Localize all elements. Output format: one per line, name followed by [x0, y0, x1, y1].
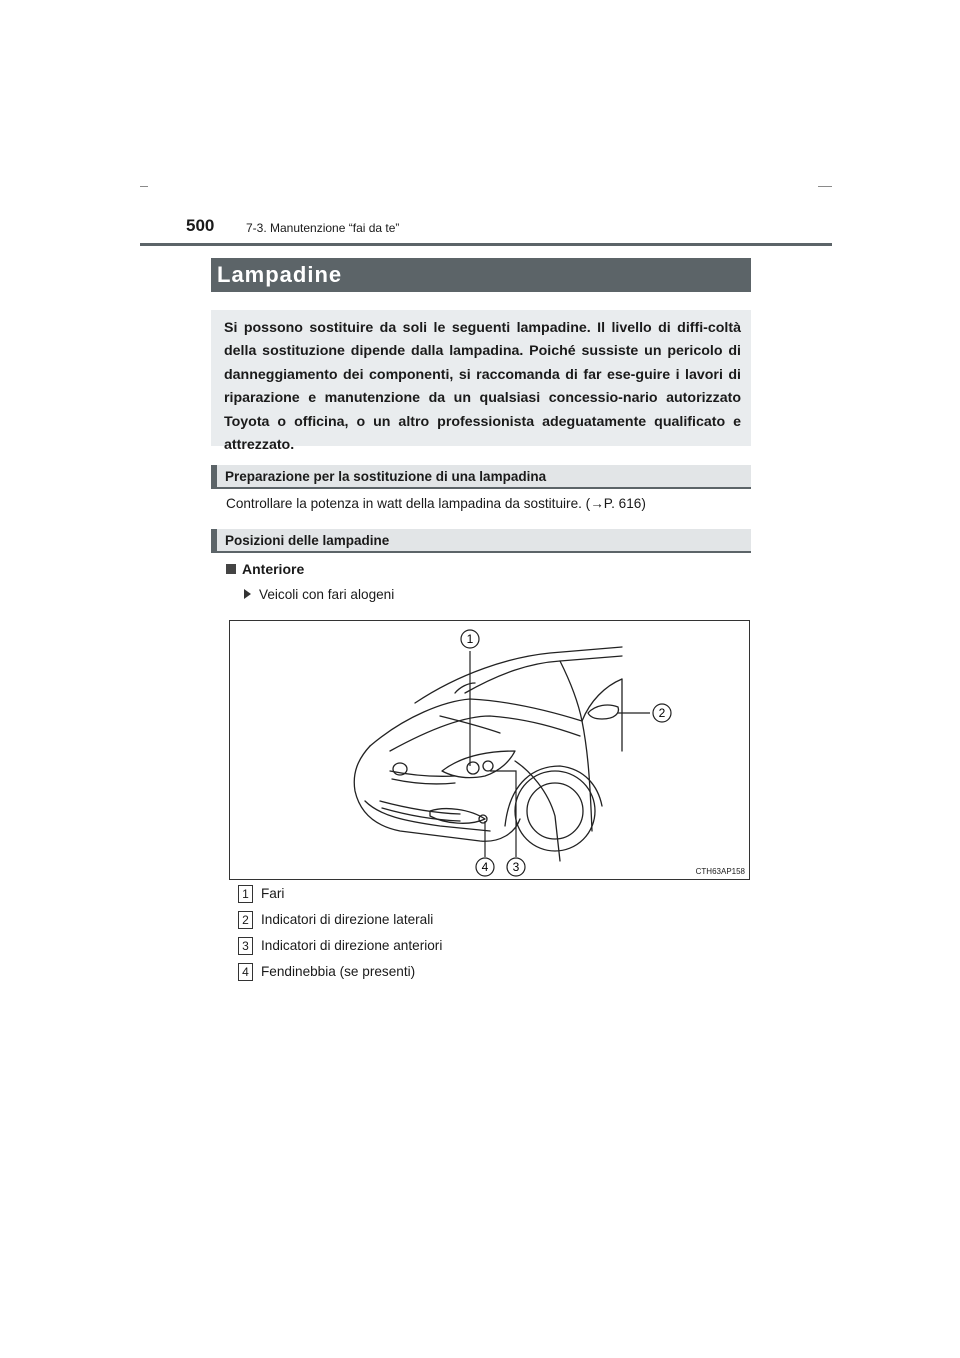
front-heading-label: Anteriore	[242, 561, 305, 577]
callout-4	[476, 858, 494, 876]
car-front-figure	[229, 620, 750, 880]
legend-number: 4	[238, 963, 253, 981]
legend-number: 3	[238, 937, 253, 955]
page-title: Lampadine	[211, 258, 751, 292]
preparation-heading: Preparazione per la sostituzione di una lampadina	[211, 465, 751, 489]
legend-number: 2	[238, 911, 253, 929]
lower-grille	[380, 801, 460, 814]
crop-mark-left	[140, 186, 148, 187]
hood-outline	[370, 699, 582, 746]
square-bullet-icon	[226, 564, 236, 574]
preparation-text: Controllare la potenza in watt della lampadina da sostituire. (→P. 616)	[226, 496, 646, 511]
front-heading	[226, 561, 304, 577]
header-rule	[140, 243, 832, 246]
legend-number: 1	[238, 885, 253, 903]
windshield-inner	[465, 656, 622, 693]
svg-text:3: 3	[512, 860, 520, 874]
front-wheel-rim	[527, 783, 583, 839]
hood-crease	[390, 716, 580, 751]
a-pillar	[560, 661, 582, 721]
fog-lamp	[479, 815, 487, 823]
svg-text:2: 2	[658, 706, 666, 720]
body-side	[582, 721, 592, 831]
legend-label: Fendinebbia (se presenti)	[261, 964, 416, 979]
svg-text:4: 4	[481, 860, 489, 874]
upper-grille-2	[392, 779, 455, 784]
cowl	[455, 683, 475, 693]
callout-2	[653, 704, 671, 722]
windshield-outline	[415, 647, 622, 703]
car-illustration	[230, 621, 750, 880]
legend-label: Fari	[261, 886, 285, 901]
intro-box	[211, 310, 751, 454]
page-header	[186, 216, 826, 240]
callout-3	[507, 858, 525, 876]
figure-code: CTH63AP158	[695, 867, 745, 876]
headlamp-bulb	[467, 762, 479, 774]
page-number: 500	[186, 216, 215, 235]
intro-text: Si possono sostituire da soli le seguenti lampadine. Il livello di diffi-coltà della sostituzione dipende dalla lampadina. Poiché sussiste un pericolo di danneggiamento dei componenti, si raccomanda di far ese-guire i lavori di riparazione e manutenzione da un qualsiasi concessio-nario autorizzato Toyota o officina, o un altro professionista adeguatamente qualificato e attrezzato.	[224, 320, 741, 454]
wheel-arch	[505, 766, 602, 826]
variant-label: Veicoli con fari alogeni	[259, 587, 395, 602]
legend-label: Indicatori di direzione anteriori	[261, 938, 443, 953]
positions-heading: Posizioni delle lampadine	[211, 529, 751, 553]
crop-mark-right	[818, 186, 832, 187]
section-reference: 7-3. Manutenzione “fai da te”	[246, 221, 400, 235]
triangle-bullet-icon	[244, 589, 251, 599]
svg-text:1: 1	[466, 632, 474, 646]
legend-label: Indicatori di direzione laterali	[261, 912, 434, 927]
variant-line	[244, 587, 394, 602]
callout-1	[461, 630, 479, 648]
fender-line	[515, 761, 560, 861]
side-mirror	[588, 705, 618, 719]
headlamp-bulb-2	[483, 761, 493, 771]
front-fascia	[354, 746, 520, 841]
